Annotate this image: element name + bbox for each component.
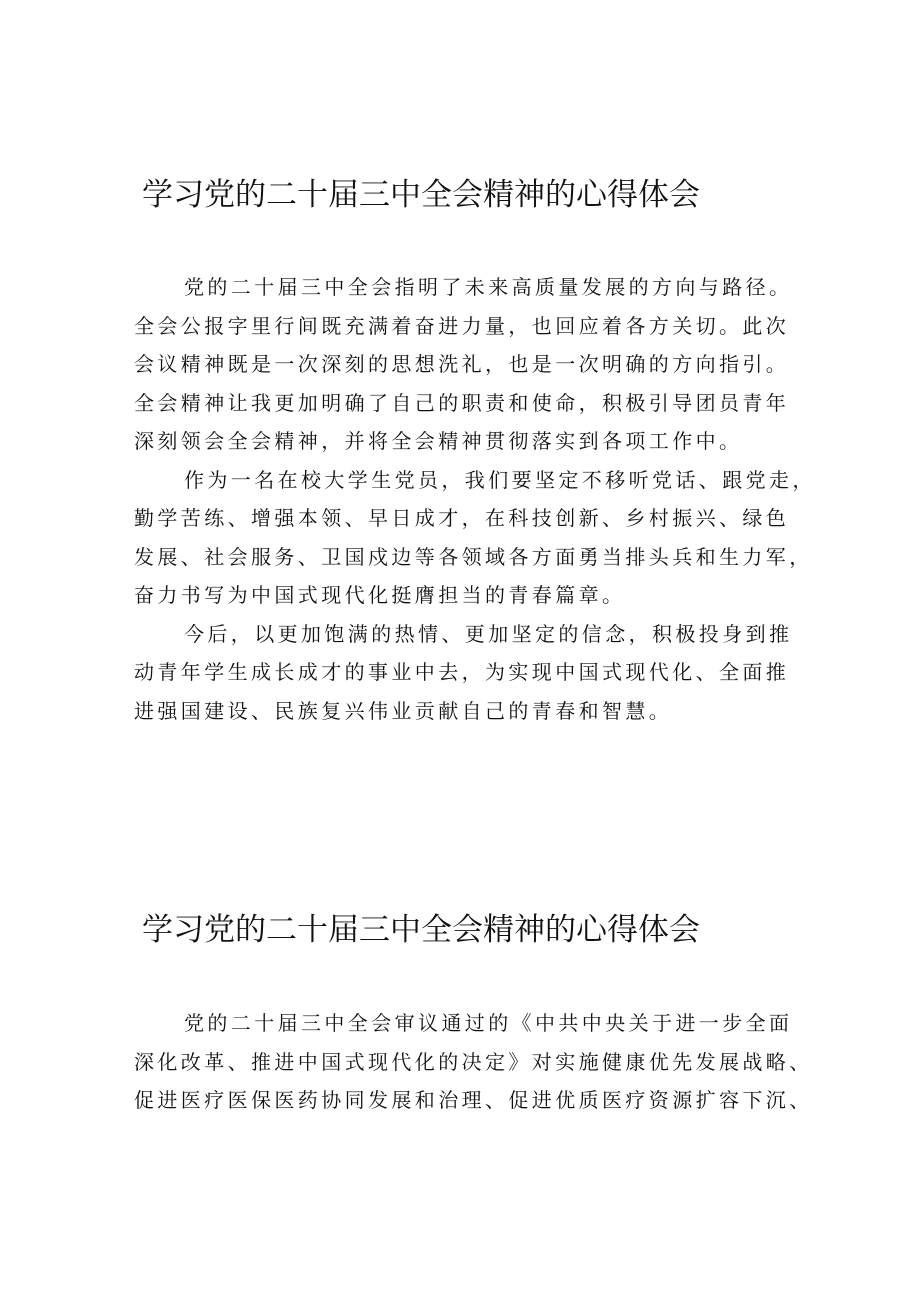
- text-line: 进强国建设、民族复兴伟业贡献自己的青春和智慧。: [134, 698, 673, 723]
- text-line: 党的二十届三中全会指明了未来高质量发展的方向与路径。: [184, 275, 793, 299]
- section-body: [134, 1004, 813, 1120]
- text-line: 发展、社会服务、卫国戍边等各领域各方面勇当排头兵和生力军，: [134, 544, 813, 569]
- text-line: 动青年学生成长成才的事业中去，为实现中国式现代化、全面推: [134, 660, 790, 684]
- paragraph: [134, 461, 816, 615]
- section-title: 学习党的二十届三中全会精神的心得体会: [142, 177, 700, 213]
- section-title: 学习党的二十届三中全会精神的心得体会: [142, 912, 700, 948]
- paragraph: [134, 268, 794, 461]
- text-line: 奋力书写为中国式现代化挺膺担当的青春篇章。: [134, 583, 626, 607]
- text-line: 勤学苦练、增强本领、早日成才，在科技创新、乡村振兴、绿色: [134, 506, 790, 530]
- paragraph: [134, 615, 794, 731]
- text-line: 党的二十届三中全会审议通过的《中共中央关于进一步全面: [184, 1011, 793, 1035]
- text-line: 作为一名在校大学生党员，我们要坚定不移听党话、跟党走，: [184, 467, 816, 492]
- text-line: 促进医疗医保医药协同发展和治理、促进优质医疗资源扩容下沉、: [134, 1088, 813, 1112]
- text-line: 深化改革、推进中国式现代化的决定》对实施健康优先发展战略、: [134, 1049, 813, 1074]
- paragraph: [134, 1004, 813, 1120]
- text-line: 今后，以更加饱满的热情、更加坚定的信念，积极投身到推: [184, 621, 793, 646]
- section-body: [134, 268, 816, 730]
- text-line: 会议精神既是一次深刻的思想洗礼，也是一次明确的方向指引。: [134, 352, 790, 376]
- text-line: 深刻领会全会精神，并将全会精神贯彻落实到各项工作中。: [134, 429, 743, 453]
- text-line: 全会公报字里行间既充满着奋进力量，也回应着各方关切。此次: [134, 313, 790, 338]
- text-line: 全会精神让我更加明确了自己的职责和使命，积极引导团员青年: [134, 390, 790, 415]
